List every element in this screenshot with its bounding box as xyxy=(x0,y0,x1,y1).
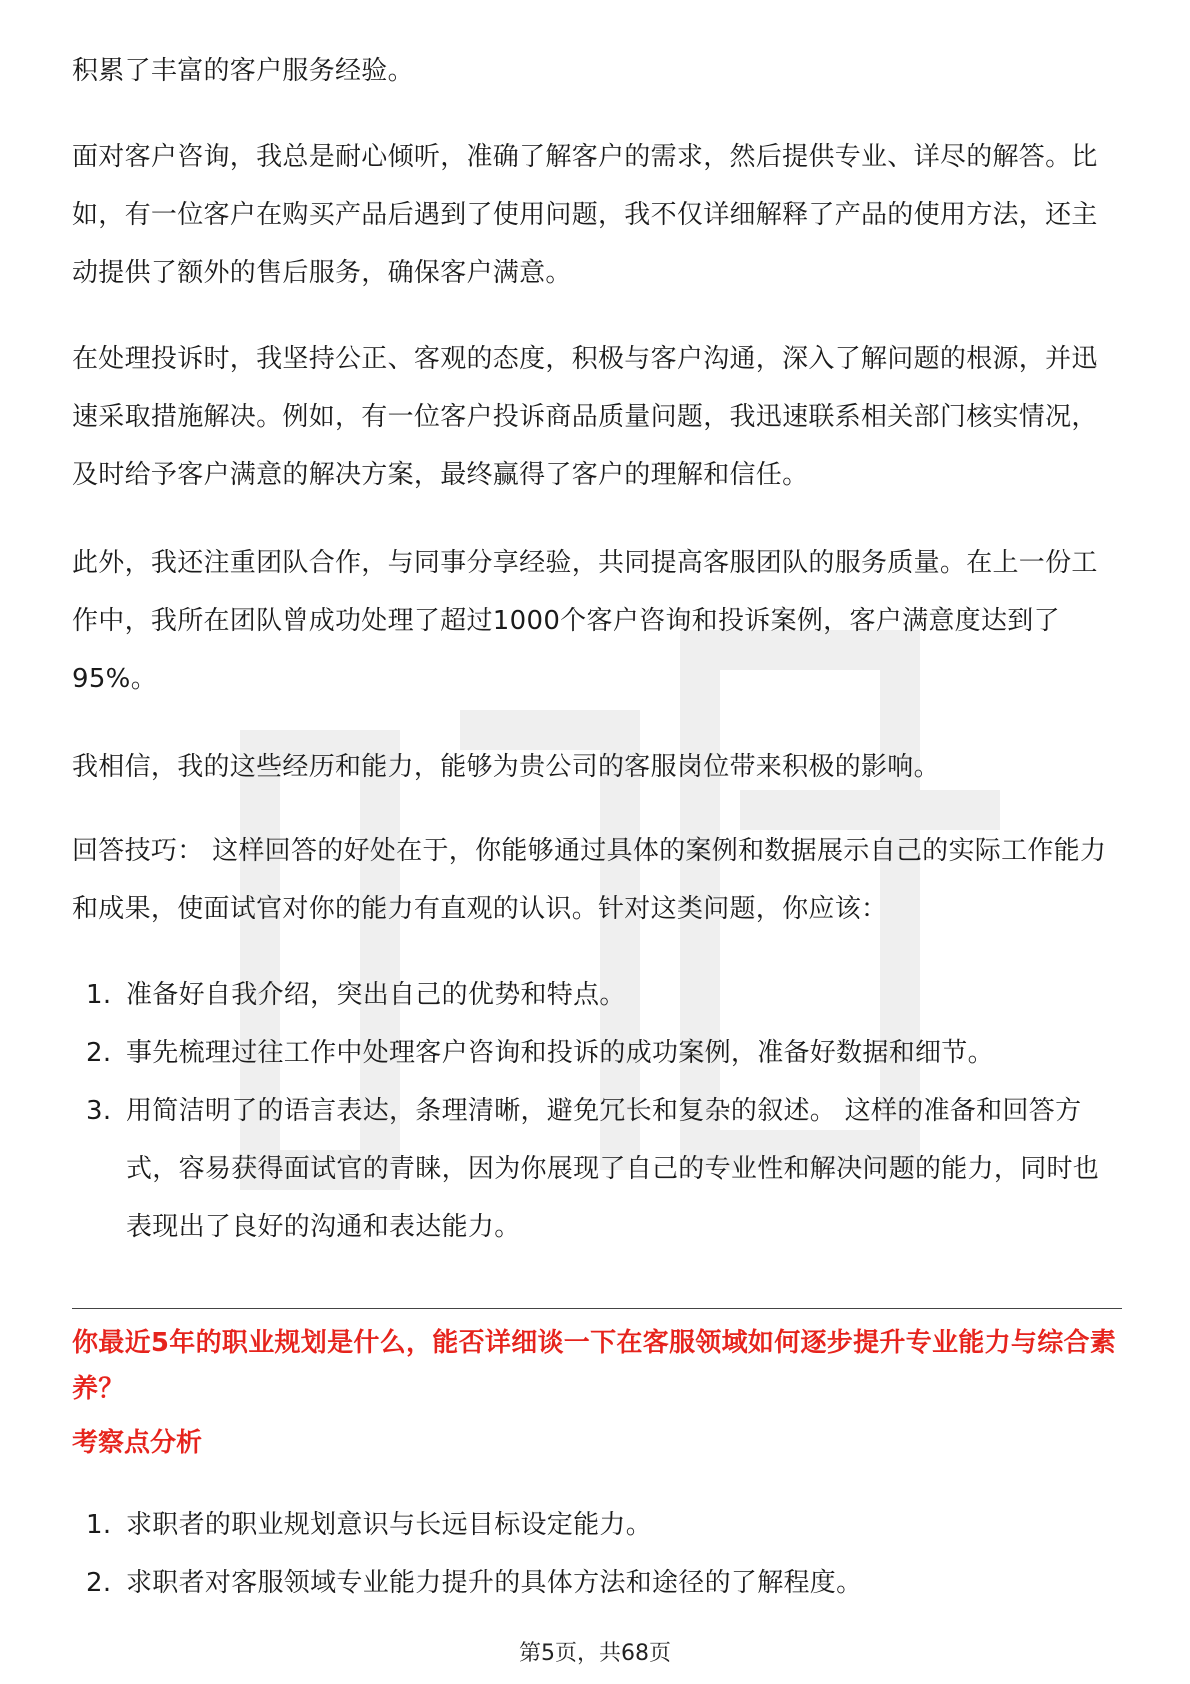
list-item-text: 用简洁明了的语言表达，条理清晰，避免冗长和复杂的叙述。 这样的准备和回答方式，容易获得面试官的青睐，因为你展现了自己的专业性和解决问题的能力，同时也表现出了良好的沟通和表达能力。 xyxy=(126,1096,1100,1242)
list-item-number: 3. xyxy=(86,1096,112,1126)
paragraph-complaints: 在处理投诉时，我坚持公正、客观的态度，积极与客户沟通，深入了解问题的根源，并迅速采取措施解决。例如，有一位客户投诉商品质量问题，我迅速联系相关部门核实情况，及时给予客户满意的解决方案，最终赢得了客户的理解和信任。 xyxy=(72,344,1098,490)
list-item-text: 求职者对客服领域专业能力提升的具体方法和途径的了解程度。 xyxy=(126,1568,863,1598)
list-item-number: 2. xyxy=(86,1568,112,1598)
analysis-list xyxy=(72,1496,862,1612)
paragraph-conclusion: 我相信，我的这些经历和能力，能够为贵公司的客服岗位带来积极的影响。 xyxy=(72,752,940,782)
paragraph-experience-summary: 积累了丰富的客户服务经验。 xyxy=(72,56,414,86)
list-item-number: 1. xyxy=(86,980,112,1010)
list-item-number: 2. xyxy=(86,1038,112,1068)
list-item xyxy=(72,1024,1122,1082)
paragraph-answer-tips: 回答技巧： 这样回答的好处在于，你能够通过具体的案例和数据展示自己的实际工作能力和成果，使面试官对你的能力有直观的认识。针对这类问题，你应该： xyxy=(72,836,1107,924)
tips-list xyxy=(72,966,1122,1256)
list-item xyxy=(72,1496,862,1554)
list-item-text: 准备好自我介绍，突出自己的优势和特点。 xyxy=(126,980,626,1010)
analysis-heading: 考察点分析 xyxy=(72,1428,203,1458)
list-item-text: 求职者的职业规划意识与长远目标设定能力。 xyxy=(126,1510,653,1540)
list-item-number: 1. xyxy=(86,1510,112,1540)
paragraph-consultation: 面对客户咨询，我总是耐心倾听，准确了解客户的需求，然后提供专业、详尽的解答。比如，有一位客户在购买产品后遇到了使用问题，我不仅详细解释了产品的使用方法，还主动提供了额外的售后服务，确保客户满意。 xyxy=(72,142,1098,288)
paragraph-teamwork: 此外，我还注重团队合作，与同事分享经验，共同提高客服团队的服务质量。在上一份工作中，我所在团队曾成功处理了超过1000个客户咨询和投诉案例，客户满意度达到了95%。 xyxy=(72,548,1098,694)
list-item xyxy=(72,966,1122,1024)
list-item-text: 事先梳理过往工作中处理客户咨询和投诉的成功案例，准备好数据和细节。 xyxy=(126,1038,994,1068)
list-item xyxy=(72,1554,862,1612)
section-divider xyxy=(72,1308,1122,1309)
page-number-footer: 第5页，共68页 xyxy=(519,1641,671,1666)
list-item xyxy=(72,1082,1122,1256)
interview-question: 你最近5年的职业规划是什么，能否详细谈一下在客服领域如何逐步提升专业能力与综合素养？ xyxy=(72,1328,1117,1404)
